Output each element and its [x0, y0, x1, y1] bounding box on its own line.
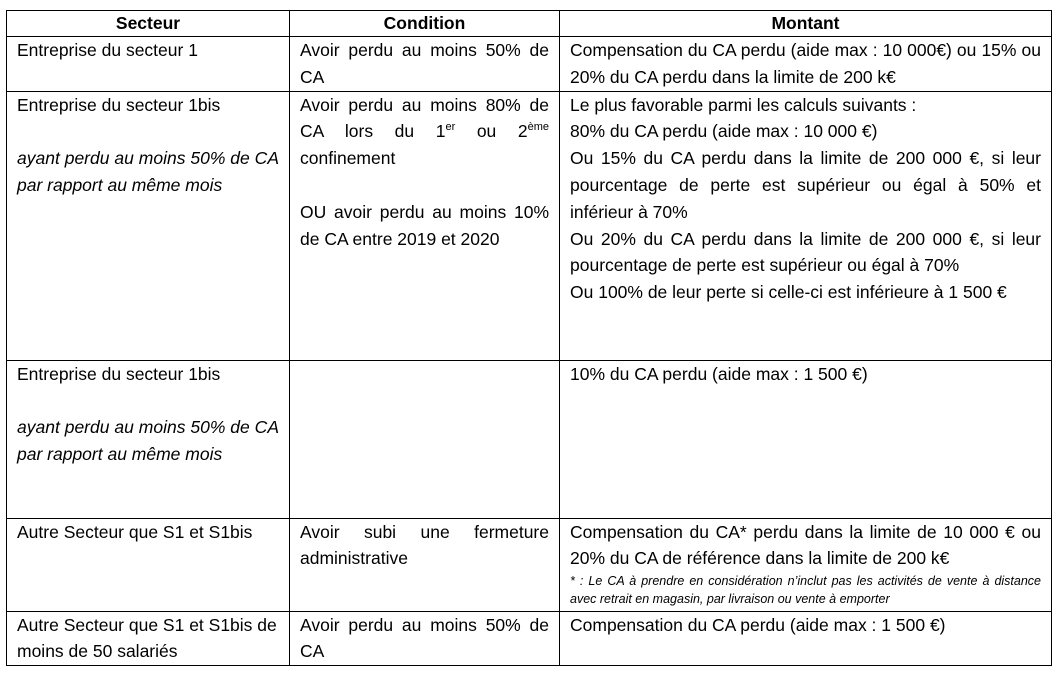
secteur-text: Autre Secteur que S1 et S1bis de moins de 50 salariés: [17, 614, 277, 662]
cell-montant: [560, 518, 1052, 611]
condition-text-a: [300, 92, 549, 172]
montant-line: Le plus favorable parmi les calculs suivants :: [570, 94, 917, 115]
cell-condition: [290, 360, 560, 518]
cell-montant: [560, 91, 1052, 360]
condition-text: Avoir perdu au moins 50% de CA: [300, 40, 549, 87]
table-row: [7, 611, 1052, 666]
condition-a-post: confinement: [300, 148, 396, 169]
montant-line: Ou 100% de leur perte si celle-ci est inférieure à 1 500 €: [570, 282, 1007, 303]
header-montant: Montant: [560, 11, 1052, 37]
secteur-text: Entreprise du secteur 1: [17, 40, 198, 60]
table-row: [7, 360, 1052, 518]
condition-a-sup2: ème: [527, 121, 549, 134]
secteur-note: ayant perdu au moins 50% de CA par rapport au même mois: [17, 417, 279, 464]
secteur-text: Entreprise du secteur 1bis: [17, 94, 221, 115]
cell-secteur: [7, 611, 290, 666]
cell-condition: [290, 611, 560, 666]
cell-secteur: [7, 518, 290, 611]
condition-text: Avoir subi une fermeture administrative: [300, 521, 549, 569]
cell-montant: [560, 611, 1052, 666]
table-row: [7, 518, 1052, 611]
secteur-note: ayant perdu au moins 50% de CA par rapport au même mois: [17, 148, 279, 195]
header-condition: Condition: [290, 11, 560, 37]
table-row: [7, 37, 1052, 92]
header-row: [7, 11, 1052, 37]
condition-a-mid: ou 2: [455, 121, 528, 142]
header-secteur: Secteur: [7, 11, 290, 37]
secteur-text: Autre Secteur que S1 et S1bis: [17, 521, 253, 542]
cell-secteur: [7, 37, 290, 92]
cell-condition: [290, 91, 560, 360]
montant-text: Compensation du CA* perdu dans la limite de 10 000 € ou 20% du CA de référence dans la limite de 200 k€: [570, 521, 1041, 569]
cell-montant: [560, 37, 1052, 92]
cell-condition: [290, 518, 560, 611]
montant-line: 80% du CA perdu (aide max : 10 000 €): [570, 121, 878, 142]
montant-text: Compensation du CA perdu (aide max : 10 000€) ou 15% ou 20% du CA perdu dans la limite de 200 k€: [570, 40, 1041, 87]
montant-text: 10% du CA perdu (aide max : 1 500 €): [570, 363, 868, 384]
cell-montant: [560, 360, 1052, 518]
cell-secteur: [7, 91, 290, 360]
condition-a-pre: Avoir perdu au moins 80% de CA lors du 1: [300, 94, 549, 142]
condition-a-sup1: er: [445, 121, 456, 134]
table-row: [7, 91, 1052, 360]
secteur-text: Entreprise du secteur 1bis: [17, 363, 221, 384]
montant-text: Compensation du CA perdu (aide max : 1 500 €): [570, 614, 946, 635]
montant-line: Ou 20% du CA perdu dans la limite de 200 000 €, si leur pourcentage de perte est supérieur ou égal à 70%: [570, 228, 1041, 276]
condition-text: Avoir perdu au moins 50% de CA: [300, 614, 549, 662]
cell-secteur: [7, 360, 290, 518]
montant-line: Ou 15% du CA perdu dans la limite de 200 000 €, si leur pourcentage de perte est supérieur ou égal à 50% et inférieur à 70%: [570, 148, 1041, 222]
cell-condition: [290, 37, 560, 92]
aid-table: [6, 10, 1052, 666]
condition-text-b: OU avoir perdu au moins 10% de CA entre 2019 et 2020: [300, 201, 549, 249]
montant-footnote: * : Le CA à prendre en considération n’inclut pas les activités de vente à distance avec retrait en magasin, par livraison ou vente à emporter: [570, 574, 1041, 607]
